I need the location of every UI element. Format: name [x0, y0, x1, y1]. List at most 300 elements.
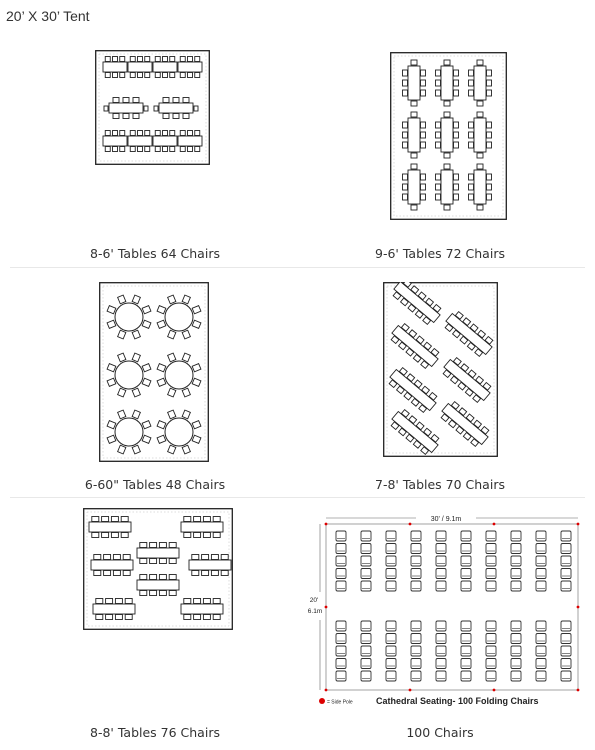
chair [120, 131, 125, 136]
chair [159, 543, 166, 548]
chair [203, 517, 210, 522]
folding-chair [536, 531, 546, 541]
folding-chair [411, 531, 421, 541]
chair [469, 142, 474, 148]
chair [477, 112, 483, 117]
cathedral-plan-group [320, 518, 579, 691]
chair [477, 205, 483, 210]
chair [444, 101, 450, 106]
folding-chair [486, 646, 496, 656]
side-pole [325, 689, 328, 692]
chair [469, 70, 474, 76]
chair [106, 615, 113, 620]
chair [469, 194, 474, 200]
chair [150, 591, 157, 596]
chair [436, 122, 441, 128]
folding-chair [486, 569, 496, 579]
table [89, 522, 131, 532]
folding-chair [336, 531, 346, 541]
chair [113, 57, 118, 62]
chair [454, 194, 459, 200]
side-pole [325, 606, 328, 609]
folding-chair [336, 544, 346, 554]
chair [133, 98, 139, 103]
chair [183, 98, 189, 103]
folding-chair [436, 544, 446, 554]
folding-chair [486, 544, 496, 554]
folding-chair [361, 659, 371, 669]
side-pole [493, 689, 496, 692]
chair [421, 90, 426, 96]
folding-chair [411, 581, 421, 591]
chair [120, 73, 125, 78]
folding-chair [336, 634, 346, 644]
table [103, 62, 127, 72]
chair [104, 106, 108, 111]
table [128, 62, 152, 72]
folding-chair [436, 556, 446, 566]
table [181, 604, 223, 614]
chair [436, 174, 441, 180]
chair [436, 184, 441, 190]
chair [403, 122, 408, 128]
round-table [165, 303, 193, 331]
chair [213, 615, 220, 620]
folding-chair [486, 621, 496, 631]
chair [454, 174, 459, 180]
folding-chair [486, 556, 496, 566]
chair [454, 70, 459, 76]
chair [411, 60, 417, 65]
table [181, 522, 223, 532]
round-table [115, 418, 143, 446]
chair [477, 60, 483, 65]
chair [469, 132, 474, 138]
table [441, 170, 453, 204]
folding-chair [486, 531, 496, 541]
chair [188, 147, 193, 152]
folding-chair [511, 531, 521, 541]
chair [184, 533, 191, 538]
chair [421, 122, 426, 128]
floorplan-cathedral-seating [308, 510, 584, 710]
chair [140, 543, 147, 548]
folding-chair [511, 621, 521, 631]
chair [92, 533, 99, 538]
chair [125, 599, 132, 604]
chair [211, 571, 218, 576]
chair [163, 98, 169, 103]
folding-chair [561, 634, 571, 644]
chair [194, 106, 198, 111]
folding-chair [361, 621, 371, 631]
layout-8-6-tables [20, 40, 290, 265]
chair [130, 57, 135, 62]
chair [487, 80, 492, 86]
floorplan-8-8-tables [83, 508, 233, 630]
folding-chair [461, 531, 471, 541]
folding-chair [411, 544, 421, 554]
folding-chair [336, 646, 346, 656]
chair [159, 575, 166, 580]
table [137, 580, 179, 590]
chair [170, 147, 175, 152]
folding-chair [361, 531, 371, 541]
chair [180, 147, 185, 152]
folding-chair [561, 581, 571, 591]
side-pole [577, 689, 580, 692]
chair [477, 153, 483, 158]
chair [113, 98, 119, 103]
chair [123, 98, 129, 103]
folding-chair [361, 646, 371, 656]
chair [403, 132, 408, 138]
folding-chair [461, 634, 471, 644]
cathedral-seating-label: Cathedral Seating- 100 Folding Chairs [376, 696, 539, 706]
table [137, 548, 179, 558]
folding-chair [561, 621, 571, 631]
folding-chair [386, 634, 396, 644]
chair [121, 533, 128, 538]
chair [411, 205, 417, 210]
chair [145, 73, 150, 78]
chair [444, 112, 450, 117]
width-dimension-label: 30' / 9.1m [430, 516, 462, 523]
folding-chair [461, 581, 471, 591]
folding-chair [386, 646, 396, 656]
table [93, 604, 135, 614]
folding-chair [361, 556, 371, 566]
folding-chair [536, 569, 546, 579]
layout-60-round-tables [20, 270, 290, 495]
table [128, 136, 152, 146]
folding-chair [486, 659, 496, 669]
chair [403, 70, 408, 76]
chair [421, 194, 426, 200]
folding-chair [511, 646, 521, 656]
chair [173, 114, 179, 119]
chair [123, 555, 130, 560]
chair [221, 571, 228, 576]
chair [184, 615, 191, 620]
chair [202, 571, 209, 576]
folding-chair [561, 659, 571, 669]
table [153, 136, 177, 146]
folding-chair [386, 556, 396, 566]
chair [170, 57, 175, 62]
chair [436, 70, 441, 76]
chair [113, 73, 118, 78]
chair [138, 73, 143, 78]
chair [477, 164, 483, 169]
chair [477, 101, 483, 106]
folding-chair [436, 646, 446, 656]
chair [133, 114, 139, 119]
chair [454, 122, 459, 128]
chair [436, 142, 441, 148]
folding-chair [536, 621, 546, 631]
chair [140, 575, 147, 580]
folding-chair [511, 634, 521, 644]
folding-chair [461, 556, 471, 566]
folding-chair [561, 531, 571, 541]
chair [454, 90, 459, 96]
chair [444, 153, 450, 158]
folding-chair [461, 671, 471, 681]
chair [138, 147, 143, 152]
chair [180, 73, 185, 78]
table [178, 62, 202, 72]
table [91, 560, 133, 570]
layout-100-chairs [305, 500, 575, 745]
chair [170, 131, 175, 136]
chair [155, 131, 160, 136]
chair [105, 57, 110, 62]
chair [150, 575, 157, 580]
table [474, 66, 486, 100]
folding-chair [461, 544, 471, 554]
chair [403, 184, 408, 190]
layout-7-8-tables [305, 270, 575, 495]
chair [163, 57, 168, 62]
chair [120, 147, 125, 152]
chair [195, 131, 200, 136]
chair [213, 599, 220, 604]
chair [163, 131, 168, 136]
chair [444, 60, 450, 65]
layout-caption: 6-60" Tables 48 Chairs [84, 477, 226, 492]
folding-chair [536, 646, 546, 656]
chair [203, 599, 210, 604]
chair [123, 114, 129, 119]
folding-chair [511, 569, 521, 579]
folding-chair [511, 659, 521, 669]
chair [487, 184, 492, 190]
layout-caption: 8-8' Tables 76 Chairs [90, 725, 220, 740]
chair [469, 90, 474, 96]
folding-chair [336, 671, 346, 681]
height-dimension-label-m: 6.1m [308, 608, 323, 615]
folding-chair [386, 544, 396, 554]
chair [154, 106, 158, 111]
folding-chair [486, 634, 496, 644]
chair [469, 122, 474, 128]
chair [454, 132, 459, 138]
floorplan-9-6-tables [390, 52, 507, 220]
chair [180, 57, 185, 62]
chair [436, 90, 441, 96]
table [408, 118, 420, 152]
round-table [165, 361, 193, 389]
folding-chair [386, 531, 396, 541]
chair [173, 98, 179, 103]
chair [145, 57, 150, 62]
chair [120, 57, 125, 62]
chair [421, 80, 426, 86]
chair [169, 543, 176, 548]
round-table [115, 303, 143, 331]
chair [436, 132, 441, 138]
chair [194, 533, 201, 538]
folding-chair [511, 556, 521, 566]
chair [192, 571, 199, 576]
chair [202, 555, 209, 560]
folding-chair [411, 569, 421, 579]
chair [94, 555, 101, 560]
folding-chair [561, 671, 571, 681]
folding-chair [386, 659, 396, 669]
chair [487, 122, 492, 128]
chair [123, 571, 130, 576]
chair [130, 147, 135, 152]
chair [169, 575, 176, 580]
chair [144, 106, 148, 111]
chair [411, 164, 417, 169]
chair [487, 70, 492, 76]
floorplan-7-8-tables [383, 282, 498, 457]
folding-chair [436, 569, 446, 579]
folding-chair [511, 671, 521, 681]
chair [436, 194, 441, 200]
layout-8-8-tables [20, 500, 290, 745]
chair [194, 599, 201, 604]
chair [105, 73, 110, 78]
table [103, 136, 127, 146]
folding-chair [411, 634, 421, 644]
chair [111, 517, 118, 522]
chair [140, 591, 147, 596]
chair [469, 184, 474, 190]
chair [454, 80, 459, 86]
layout-9-6-tables [305, 40, 575, 265]
chair [403, 142, 408, 148]
folding-chair [511, 544, 521, 554]
chair [140, 559, 147, 564]
chair [195, 73, 200, 78]
chair [487, 142, 492, 148]
chair [104, 571, 111, 576]
chair [138, 131, 143, 136]
chair [454, 184, 459, 190]
folding-chair [511, 581, 521, 591]
folding-chair [436, 659, 446, 669]
chair [183, 114, 189, 119]
table [153, 62, 177, 72]
chair [195, 147, 200, 152]
folding-chair [386, 581, 396, 591]
folding-chair [436, 621, 446, 631]
chair [163, 114, 169, 119]
chair [487, 174, 492, 180]
chair [184, 599, 191, 604]
chair [180, 131, 185, 136]
side-pole-legend-marker [319, 698, 325, 704]
folding-chair [336, 556, 346, 566]
table [441, 118, 453, 152]
chair [113, 147, 118, 152]
chair [130, 73, 135, 78]
side-pole [409, 689, 412, 692]
chair [111, 533, 118, 538]
folding-chair [536, 556, 546, 566]
chair [403, 194, 408, 200]
folding-chair [561, 646, 571, 656]
folding-chair [561, 544, 571, 554]
folding-chair [461, 659, 471, 669]
chair [94, 571, 101, 576]
chair [411, 112, 417, 117]
table [474, 170, 486, 204]
chair [138, 57, 143, 62]
chair [192, 555, 199, 560]
table [474, 118, 486, 152]
chair [105, 131, 110, 136]
side-pole [325, 523, 328, 526]
chair [403, 90, 408, 96]
chair [102, 517, 109, 522]
folding-chair [536, 544, 546, 554]
folding-chair [411, 621, 421, 631]
chair [121, 517, 128, 522]
chair [169, 591, 176, 596]
chair [155, 57, 160, 62]
chair [411, 101, 417, 106]
chair [421, 174, 426, 180]
folding-chair [411, 556, 421, 566]
chair [444, 164, 450, 169]
folding-chair [336, 569, 346, 579]
table [441, 66, 453, 100]
chair [113, 131, 118, 136]
table [178, 136, 202, 146]
chair [487, 90, 492, 96]
chair [163, 73, 168, 78]
folding-chair [336, 581, 346, 591]
chair [155, 147, 160, 152]
folding-chair [536, 634, 546, 644]
folding-chair [561, 569, 571, 579]
folding-chair [436, 531, 446, 541]
chair [469, 174, 474, 180]
chair [104, 555, 111, 560]
chair [145, 147, 150, 152]
layout-caption: 9-6' Tables 72 Chairs [375, 246, 505, 261]
chair [96, 599, 103, 604]
side-pole-legend-label: = Side Pole [327, 699, 353, 706]
chair [150, 559, 157, 564]
side-pole [577, 606, 580, 609]
folding-chair [536, 581, 546, 591]
side-pole [577, 523, 580, 526]
folding-chair [411, 659, 421, 669]
chair [194, 615, 201, 620]
chair [130, 131, 135, 136]
folding-chair [486, 671, 496, 681]
chair [159, 559, 166, 564]
layout-caption: 7-8' Tables 70 Chairs [375, 477, 505, 492]
chair [194, 517, 201, 522]
chair [403, 80, 408, 86]
row-divider [10, 267, 585, 268]
chair [170, 73, 175, 78]
chair [403, 174, 408, 180]
chair [96, 615, 103, 620]
chair [155, 73, 160, 78]
chair [169, 559, 176, 564]
chair [203, 533, 210, 538]
chair [411, 153, 417, 158]
chair [188, 73, 193, 78]
